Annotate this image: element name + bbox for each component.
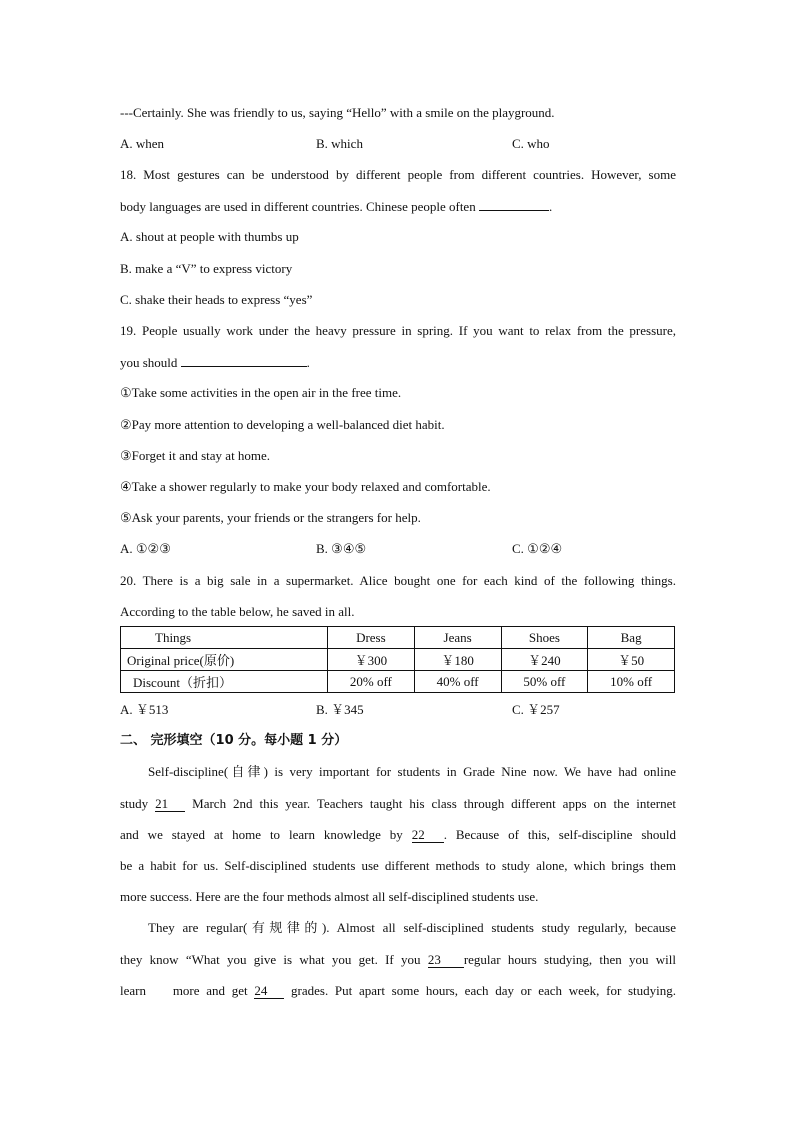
q20-line1: 20. There is a big sale in a supermarket. Alice bought one for each kind of the following things. <box>120 573 676 588</box>
q18-line2-end: . <box>548 199 553 214</box>
passage-p2-line3 <box>120 982 676 1000</box>
q19-option-c: C. ①②④ <box>512 541 563 556</box>
q18-line2 <box>120 197 676 216</box>
passage-p1-line1: Self-discipline(自律) is very important for students in Grade Nine now. We have had online <box>148 764 676 779</box>
q19-item-1: ①Take some activities in the open air in the free time. <box>120 385 402 400</box>
q19-option-b: B. ③④⑤ <box>316 541 367 556</box>
q19-item-5: ⑤Ask your parents, your friends or the strangers for help. <box>120 510 421 525</box>
q17-option-c: C. who <box>512 136 550 151</box>
table-cell: Original price(原价) <box>121 649 328 671</box>
passage-p1-line2 <box>120 795 676 813</box>
passage-text: . Because of this, self-discipline should <box>443 827 676 842</box>
q18-option-a: A. shout at people with thumbs up <box>120 229 299 244</box>
q18-line1: 18. Most gestures can be understood by different people from different countries. However, some <box>120 167 676 182</box>
table-cell: Discount（折扣） <box>121 671 328 693</box>
q17-option-b: B. which <box>316 136 363 151</box>
table-cell: 40% off <box>414 671 501 693</box>
table-cell: ￥180 <box>414 649 501 671</box>
passage-p1-line5: more success. Here are the four methods almost all self-disciplined students use. <box>120 889 539 904</box>
q20-option-a: A. ￥513 <box>120 702 169 717</box>
table-cell: 20% off <box>328 671 415 693</box>
passage-text: March 2nd this year. Teachers taught his class through different apps on the internet <box>192 796 677 811</box>
table-header-cell: Shoes <box>501 627 588 649</box>
q19-item-4: ④Take a shower regularly to make your body relaxed and comfortable. <box>120 479 491 494</box>
q17-answer-line: ---Certainly. She was friendly to us, saying “Hello” with a smile on the playground. <box>120 105 555 120</box>
passage-text: grades. Put apart some hours, each day or each week, for studying. <box>291 983 677 998</box>
passage-p1-line3 <box>120 826 676 844</box>
table-row <box>121 649 675 671</box>
q20-option-c: C. ￥257 <box>512 702 560 717</box>
table-row <box>121 671 675 693</box>
table-cell: ￥50 <box>588 649 675 671</box>
table-cell: 50% off <box>501 671 588 693</box>
passage-text: learn more and get <box>120 983 248 998</box>
blank-21: 21 <box>155 797 185 812</box>
passage-text: study <box>120 796 149 811</box>
passage-text: they know “What you give is what you get. If you <box>120 952 421 967</box>
q19-answer-blank <box>181 353 307 367</box>
q17-option-a: A. when <box>120 136 165 151</box>
passage-text: regular hours studying, then you will <box>463 952 677 967</box>
q19-item-2: ②Pay more attention to developing a well-balanced diet habit. <box>120 417 445 432</box>
q18-line2-text: body languages are used in different countries. Chinese people often <box>120 199 476 214</box>
q18-answer-blank <box>479 197 549 211</box>
q19-line2-text: you should <box>120 355 178 370</box>
table-header-cell: Dress <box>328 627 415 649</box>
q20-line2: According to the table below, he saved in all. <box>120 604 355 619</box>
q19-line2-end: . <box>306 355 310 370</box>
passage-p2-line2 <box>120 951 676 969</box>
q19-line1: 19. People usually work under the heavy pressure in spring. If you want to relax from the pressure, <box>120 323 676 338</box>
passage-p1-line4: be a habit for us. Self-disciplined students use different methods to study alone, which brings them <box>120 858 676 873</box>
q18-option-c: C. shake their heads to express “yes” <box>120 292 313 307</box>
q20-option-b: B. ￥345 <box>316 702 364 717</box>
blank-22: 22 <box>412 828 444 843</box>
passage-p2-line1: They are regular(有规律的). Almost all self-disciplined students study regularly, because <box>148 920 676 935</box>
table-header-cell: Jeans <box>414 627 501 649</box>
q19-item-3: ③Forget it and stay at home. <box>120 448 271 463</box>
table-header-cell: Bag <box>588 627 675 649</box>
q19-option-a: A. ①②③ <box>120 541 171 556</box>
blank-24: 24 <box>254 984 284 999</box>
q18-option-b: B. make a “V” to express victory <box>120 261 293 276</box>
table-cell: ￥240 <box>501 649 588 671</box>
table-cell: ￥300 <box>328 649 415 671</box>
blank-23: 23 <box>428 953 464 968</box>
q19-line2 <box>120 353 676 372</box>
table-cell: 10% off <box>588 671 675 693</box>
table-header-row <box>121 627 675 649</box>
passage-text: and we stayed at home to learn knowledge by <box>120 827 403 842</box>
section-heading: 二、 完形填空（10 分。每小题 1 分） <box>120 733 348 748</box>
price-table <box>120 626 675 693</box>
table-header-cell: Things <box>121 627 328 649</box>
